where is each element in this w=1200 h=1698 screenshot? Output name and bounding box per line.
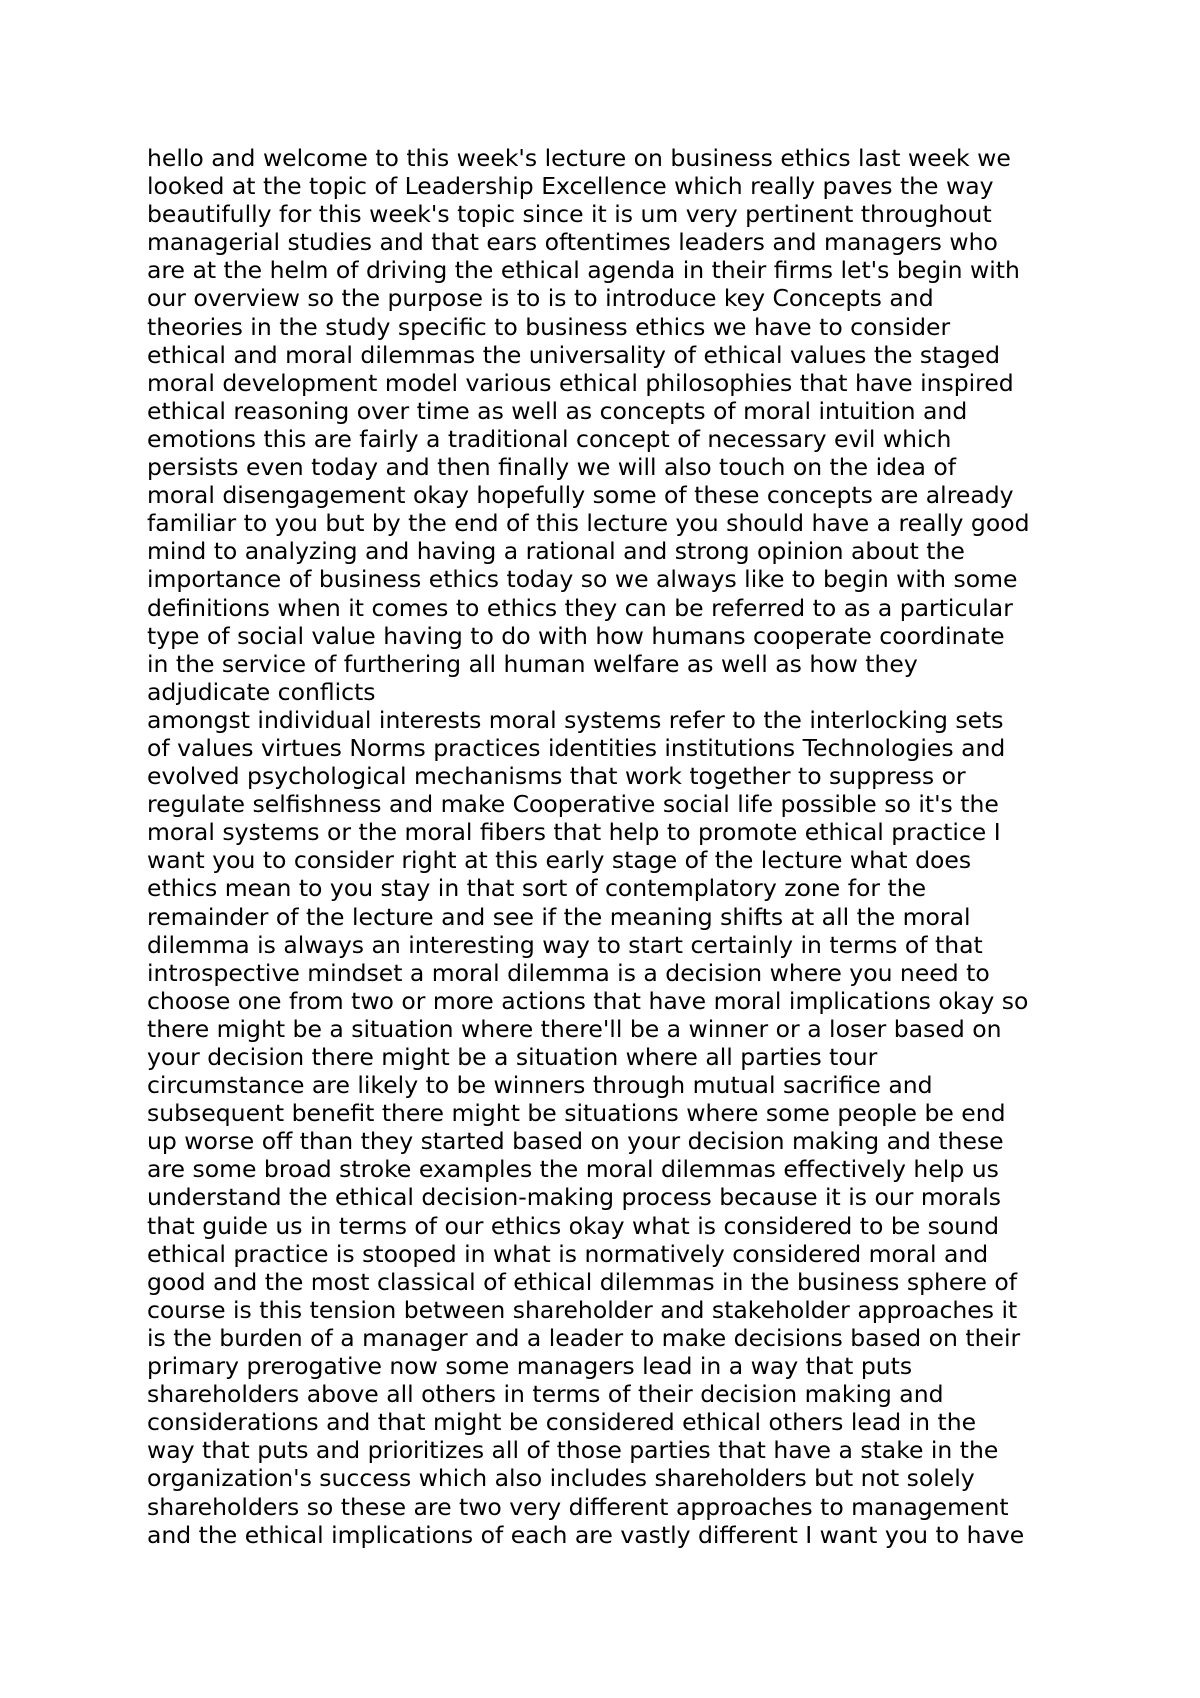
text-line: organization's success which also includes shareholders but not solely — [147, 1464, 975, 1493]
text-line: up worse off than they started based on your decision making and these — [147, 1127, 1004, 1156]
text-line: are some broad stroke examples the moral dilemmas effectively help us — [147, 1155, 999, 1184]
text-line: in the service of furthering all human welfare as well as how they — [147, 649, 918, 678]
text-line: moral systems or the moral fibers that help to promote ethical practice I — [147, 818, 1001, 847]
text-line: looked at the topic of Leadership Excellence which really paves the way — [147, 172, 994, 201]
text-line: evolved psychological mechanisms that work together to suppress or — [147, 762, 966, 791]
text-line: emotions this are fairly a traditional concept of necessary evil which — [147, 424, 952, 453]
text-line: definitions when it comes to ethics they can be referred to as a particular — [147, 593, 1013, 622]
text-line: dilemma is always an interesting way to start certainly in terms of that — [147, 930, 983, 959]
text-line: type of social value having to do with how humans cooperate coordinate — [147, 621, 1005, 650]
text-line: primary prerogative now some managers lead in a way that puts — [147, 1352, 913, 1381]
text-line: persists even today and then finally we will also touch on the idea of — [147, 453, 957, 482]
text-line: ethical and moral dilemmas the universality of ethical values the staged — [147, 340, 1001, 369]
text-line: want you to consider right at this early stage of the lecture what does — [147, 846, 972, 875]
text-line: are at the helm of driving the ethical agenda in their firms let's begin with — [147, 256, 1020, 285]
text-line: importance of business ethics today so we always like to begin with some — [147, 565, 1018, 594]
text-line: moral disengagement okay hopefully some of these concepts are already — [147, 481, 1014, 510]
text-line: shareholders so these are two very different approaches to management — [147, 1492, 1009, 1521]
text-line: of values virtues Norms practices identities institutions Technologies and — [147, 733, 1006, 762]
text-line: ethical practice is stooped in what is normatively considered moral and — [147, 1239, 989, 1268]
text-line: choose one from two or more actions that have moral implications okay so — [147, 986, 1029, 1015]
text-line: considerations and that might be considered ethical others lead in the — [147, 1408, 977, 1437]
text-line: shareholders above all others in terms of their decision making and — [147, 1380, 944, 1409]
text-line: there might be a situation where there'll be a winner or a loser based on — [147, 1014, 1002, 1043]
text-line: way that puts and prioritizes all of those parties that have a stake in the — [147, 1436, 999, 1465]
text-line: and the ethical implications of each are vastly different I want you to have — [147, 1520, 1025, 1549]
text-line: moral development model various ethical philosophies that have inspired — [147, 368, 1014, 397]
text-line: managerial studies and that ears oftentimes leaders and managers who — [147, 228, 998, 257]
text-line: understand the ethical decision-making process because it is our morals — [147, 1183, 1001, 1212]
text-line: our overview so the purpose is to is to introduce key Concepts and — [147, 284, 934, 313]
text-line: good and the most classical of ethical dilemmas in the business sphere of — [147, 1267, 1018, 1296]
text-line: that guide us in terms of our ethics okay what is considered to be sound — [147, 1211, 1000, 1240]
text-line: familiar to you but by the end of this lecture you should have a really good — [147, 509, 1030, 538]
text-line: introspective mindset a moral dilemma is a decision where you need to — [147, 958, 990, 987]
text-line: amongst individual interests moral systems refer to the interlocking sets — [147, 705, 1004, 734]
text-line: course is this tension between shareholder and stakeholder approaches it — [147, 1295, 1018, 1324]
text-line: hello and welcome to this week's lecture on business ethics last week we — [147, 144, 1011, 172]
lecture-transcript-text — [147, 144, 1147, 1549]
text-line: ethics mean to you stay in that sort of contemplatory zone for the — [147, 874, 927, 903]
text-line: theories in the study specific to business ethics we have to consider — [147, 312, 951, 341]
text-line: adjudicate conflicts — [147, 677, 376, 706]
text-line: subsequent benefit there might be situations where some people be end — [147, 1099, 1006, 1128]
text-line: your decision there might be a situation where all parties tour — [147, 1043, 878, 1071]
text-line: regulate selfishness and make Cooperative social life possible so it's the — [147, 790, 999, 819]
text-line: beautifully for this week's topic since it is um very pertinent throughout — [147, 200, 992, 229]
text-line: is the burden of a manager and a leader to make decisions based on their — [147, 1323, 1021, 1352]
text-line: circumstance are likely to be winners through mutual sacrifice and — [147, 1071, 933, 1100]
text-line: ethical reasoning over time as well as concepts of moral intuition and — [147, 396, 968, 425]
text-line: mind to analyzing and having a rational and strong opinion about the — [147, 537, 965, 566]
text-line: remainder of the lecture and see if the meaning shifts at all the moral — [147, 902, 971, 931]
